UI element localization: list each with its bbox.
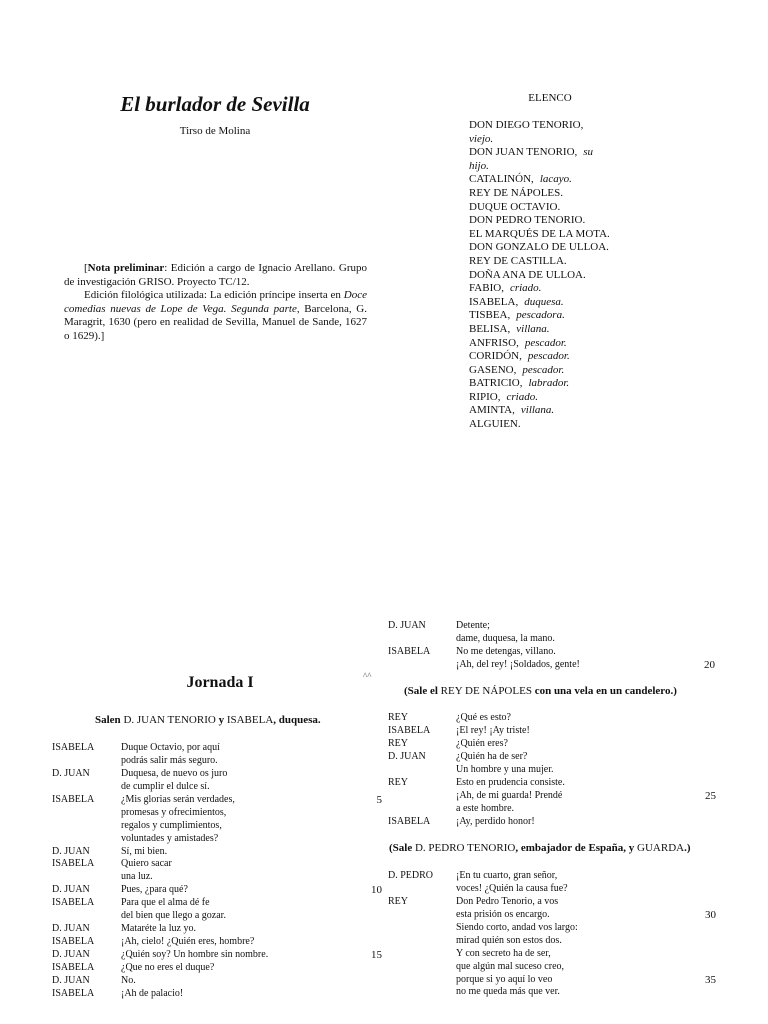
speaker-name: REY <box>388 895 408 907</box>
speaker-name: REY <box>388 712 408 723</box>
cast-name: ANFRISO, <box>469 336 519 349</box>
verse-line: porque si yo aquí lo veo <box>456 973 553 985</box>
verse-row <box>52 858 382 871</box>
speaker-name: ISABELA <box>388 724 431 736</box>
speaker-name: ISABELA <box>388 645 431 657</box>
verse-line: promesas y ofrecimientos, <box>121 806 227 818</box>
sd2-b: REY DE NÁPOLES <box>440 685 532 697</box>
verse-line: Duque Octavio, por aquí <box>121 742 220 753</box>
speaker-name: REY <box>388 737 408 749</box>
verse-row <box>52 884 382 897</box>
sd1-e: , duquesa. <box>273 714 321 726</box>
author-name: Tirso de Molina <box>179 125 251 137</box>
verse-row <box>388 620 718 633</box>
verse-row <box>388 922 718 935</box>
verse-line: Detente; <box>456 620 490 631</box>
verse-row <box>52 768 382 781</box>
sd3-e: .) <box>684 842 691 854</box>
act-title: Jornada I <box>186 674 254 691</box>
verse-row <box>52 897 382 910</box>
verse-line: ¿Quién eres? <box>456 737 508 749</box>
verse-line: dame, duquesa, la mano. <box>456 632 555 644</box>
verse-row <box>388 764 718 777</box>
verse-row <box>52 742 382 755</box>
cast-item <box>469 201 629 215</box>
cast-role: viejo. <box>469 132 494 145</box>
verse-row <box>388 738 718 751</box>
verse-line: Un hombre y una mujer. <box>456 763 554 775</box>
verse-row <box>52 794 382 807</box>
cast-item <box>469 146 629 160</box>
verse-row <box>52 923 382 936</box>
verse-line: voces! ¿Quién la causa fue? <box>456 882 568 894</box>
cast-item <box>469 241 629 255</box>
stage-direction-1 <box>95 714 321 726</box>
cast-item <box>469 269 629 283</box>
sd3-b: D. PEDRO TENORIO <box>414 842 516 854</box>
sd1-c: y <box>215 714 227 726</box>
verse-row <box>52 781 382 794</box>
cast-item <box>469 296 629 310</box>
speaker-name: ISABELA <box>52 961 95 973</box>
verse-line: ¿Mis glorias serán verdades, <box>121 793 235 805</box>
note-text-2: Edición filológica utilizada: La edición príncipe inserta en <box>84 289 344 301</box>
verse-row <box>52 820 382 833</box>
sd2-a: (Sale el <box>404 685 441 697</box>
verse-row <box>52 807 382 820</box>
note-text-1: : Edición a cargo de Ignacio Arellano. Grupo de investigación GRISO. Proyecto TC/12. <box>64 262 368 288</box>
verse-line: Para que el alma dé fe <box>121 897 210 909</box>
cast-role: criado. <box>506 390 538 403</box>
sd1-d: ISABELA <box>226 714 274 726</box>
cast-role: lacayo. <box>539 173 572 186</box>
speaker-name: ISABELA <box>52 858 95 870</box>
verse-row <box>388 790 718 803</box>
verse-line: ¡El rey! ¡Ay triste! <box>456 724 530 736</box>
cast-name: REY DE NÁPOLES. <box>469 186 564 199</box>
cast-name: BATRICIO, <box>469 377 523 390</box>
verse-line: podrás salir más seguro. <box>121 754 218 766</box>
caret-mark: ^^ <box>363 671 372 681</box>
cast-role: duquesa. <box>524 295 564 308</box>
cast-item <box>469 350 629 364</box>
stage-direction-2 <box>404 685 677 697</box>
dialogue-right-2 <box>388 712 718 828</box>
verse-row <box>388 777 718 790</box>
verse-line: Pues, ¿para qué? <box>121 884 188 896</box>
cast-role: pescador. <box>522 363 565 376</box>
cast-item <box>469 160 629 174</box>
cast-item <box>469 377 629 391</box>
note-open-bracket: [ <box>84 262 88 274</box>
verse-line: voluntades y amistades? <box>121 832 219 844</box>
cast-item <box>469 119 629 133</box>
speaker-name: REY <box>388 776 408 788</box>
verse-line: Don Pedro Tenorio, a vos <box>456 895 559 907</box>
cast-name: ISABELA, <box>469 295 519 308</box>
speaker-name: D. JUAN <box>52 923 90 935</box>
verse-row <box>388 803 718 816</box>
line-number: 35 <box>705 973 716 986</box>
verse-row <box>388 935 718 948</box>
verse-line: mirad quién son estos dos. <box>456 934 562 946</box>
cast-item <box>469 214 629 228</box>
sd1-b: D. JUAN TENORIO <box>123 714 216 726</box>
speaker-name: ISABELA <box>52 742 95 753</box>
cast-role: su <box>583 146 594 159</box>
cast-item <box>469 282 629 296</box>
cast-item <box>469 255 629 269</box>
dialogue-left <box>52 742 382 1001</box>
cast-name: REY DE CASTILLA. <box>469 254 567 267</box>
cast-item <box>469 173 629 187</box>
verse-line: no me queda más que ver. <box>456 986 560 998</box>
verse-line: ¿Quién soy? Un hombre sin nombre. <box>121 949 269 960</box>
cast-name: ALGUIEN. <box>469 418 521 431</box>
verse-line: No me detengas, villano. <box>456 645 556 657</box>
verse-line: de cumplir el dulce sí. <box>121 780 210 792</box>
verse-line: ¡Ah de palacio! <box>121 987 184 999</box>
verse-line: ¿Que no eres el duque? <box>121 961 215 973</box>
dialogue-right-3 <box>388 870 718 999</box>
speaker-name: ISABELA <box>52 936 95 948</box>
cast-item <box>469 364 629 378</box>
verse-line: una luz. <box>121 871 153 883</box>
cast-item <box>469 323 629 337</box>
speaker-name: D. JUAN <box>52 884 90 896</box>
cast-name: BELISA, <box>469 322 511 335</box>
speaker-name: ISABELA <box>52 987 95 999</box>
verse-row <box>388 896 718 909</box>
sd1-a: Salen <box>95 714 124 726</box>
verse-row <box>388 974 718 987</box>
cast-role: pescador. <box>527 350 570 363</box>
verse-line: Esto en prudencia consiste. <box>456 776 565 788</box>
play-title: El burlador de Sevilla <box>120 92 310 116</box>
cast-list <box>469 119 629 432</box>
note-text-3: , Barcelona, G. Maragrit, 1630 (pero en realidad de Sevilla, Manuel de Sande, 1627 o 1629).] <box>64 302 367 342</box>
line-number: 25 <box>705 789 716 802</box>
verse-line: Duquesa, de nuevo os juro <box>121 767 228 779</box>
verse-row <box>388 659 718 672</box>
cast-item <box>469 337 629 351</box>
verse-line: Siendo corto, andad vos largo: <box>456 921 578 933</box>
verse-row <box>52 833 382 846</box>
cast-name: RIPIO, <box>469 390 501 403</box>
verse-line: que algún mal suceso creo, <box>456 960 565 972</box>
cast-role: labrador. <box>528 377 570 390</box>
cast-name: DUQUE OCTAVIO. <box>469 200 561 213</box>
cast-name: DON PEDRO TENORIO. <box>469 214 586 227</box>
verse-row <box>388 751 718 764</box>
cast-name: TISBEA, <box>469 309 511 322</box>
stage-direction-3 <box>389 842 691 854</box>
cast-role: villana. <box>520 404 555 417</box>
cast-name: DON JUAN TENORIO, <box>469 146 578 159</box>
cast-role: hijo. <box>469 159 489 172</box>
note-book-title: Doce comedias nuevas de Lope de Vega. Segunda parte <box>64 289 367 315</box>
line-number: 30 <box>705 908 716 921</box>
dialogue-right-1 <box>388 620 718 672</box>
cast-item <box>469 309 629 323</box>
verse-row <box>388 646 718 659</box>
verse-line: ¡Ay, perdido honor! <box>456 815 535 827</box>
verse-row <box>52 962 382 975</box>
line-number: 20 <box>704 658 715 671</box>
cast-item <box>469 404 629 418</box>
speaker-name: ISABELA <box>388 815 431 827</box>
verse-row <box>388 883 718 896</box>
verse-row <box>388 870 718 883</box>
verse-row <box>388 816 718 829</box>
preliminary-note <box>64 262 367 343</box>
verse-row <box>388 948 718 961</box>
verse-row <box>52 949 382 962</box>
speaker-name: D. PEDRO <box>388 870 434 881</box>
verse-line: Quiero sacar <box>121 858 172 870</box>
cast-item <box>469 391 629 405</box>
cast-item <box>469 418 629 432</box>
verse-line: ¡Ah, del rey! ¡Soldados, gente! <box>456 658 580 670</box>
cast-name: DON DIEGO TENORIO, <box>469 119 584 131</box>
line-number: 10 <box>371 884 382 897</box>
cast-name: GASENO, <box>469 363 517 376</box>
cast-item <box>469 187 629 201</box>
verse-line: ¿Qué es esto? <box>456 712 511 723</box>
cast-name: AMINTA, <box>469 404 515 417</box>
speaker-name: D. JUAN <box>52 845 90 857</box>
verse-row <box>52 910 382 923</box>
verse-line: ¡Ah, cielo! ¿Quién eres, hombre? <box>121 936 255 948</box>
cast-item <box>469 228 629 242</box>
cast-name: FABIO, <box>469 282 504 295</box>
verse-line: regalos y cumplimientos, <box>121 819 222 831</box>
verse-line: Sí, mi bien. <box>121 845 168 857</box>
verse-row <box>388 909 718 922</box>
speaker-name: D. JUAN <box>52 949 90 960</box>
cast-role: pescadora. <box>516 309 565 322</box>
verse-row <box>388 712 718 725</box>
verse-line: ¡En tu cuarto, gran señor, <box>456 870 558 881</box>
cast-role: criado. <box>509 282 542 295</box>
speaker-name: D. JUAN <box>388 620 426 631</box>
verse-row <box>52 975 382 988</box>
note-label: Nota preliminar <box>87 262 165 274</box>
verse-row <box>52 755 382 768</box>
verse-row <box>388 633 718 646</box>
verse-row <box>52 846 382 859</box>
verse-row <box>388 986 718 999</box>
verse-line: a este hombre. <box>456 802 515 814</box>
line-number: 15 <box>371 949 382 961</box>
speaker-name: ISABELA <box>52 897 95 909</box>
sd3-d: GUARDA <box>637 842 685 854</box>
speaker-name: ISABELA <box>52 793 95 805</box>
verse-row <box>52 988 382 1001</box>
cast-name: DON GONZALO DE ULLOA. <box>469 241 609 254</box>
line-number: 5 <box>376 793 382 806</box>
verse-line: ¿Quién ha de ser? <box>456 750 528 762</box>
verse-row <box>388 961 718 974</box>
verse-line: Y con secreto ha de ser, <box>456 947 551 959</box>
verse-line: Mataréte la luz yo. <box>121 923 196 935</box>
cast-name: EL MARQUÉS DE LA MOTA. <box>469 227 610 240</box>
sd2-c: con una vela en un candelero.) <box>531 685 677 697</box>
cast-role: villana. <box>516 322 550 335</box>
verse-line: No. <box>121 974 136 986</box>
verse-line: del bien que llego a gozar. <box>121 910 226 922</box>
cast-name: DOÑA ANA DE ULLOA. <box>469 268 586 281</box>
sd3-c: , embajador de España, y <box>515 842 638 854</box>
speaker-name: D. JUAN <box>388 750 426 762</box>
cast-name: CORIDÓN, <box>469 350 522 363</box>
cast-heading: ELENCO <box>528 92 572 104</box>
cast-role: pescador. <box>524 336 567 349</box>
cast-name: CATALINÓN, <box>469 173 534 186</box>
speaker-name: D. JUAN <box>52 767 90 779</box>
verse-row <box>52 871 382 884</box>
verse-row <box>388 725 718 738</box>
sd3-a: (Sale <box>389 842 415 854</box>
cast-item <box>469 133 629 147</box>
speaker-name: D. JUAN <box>52 974 90 986</box>
verse-line: ¡Ah, de mi guarda! Prendé <box>456 789 563 801</box>
verse-line: esta prisión os encargo. <box>456 908 550 920</box>
verse-row <box>52 936 382 949</box>
